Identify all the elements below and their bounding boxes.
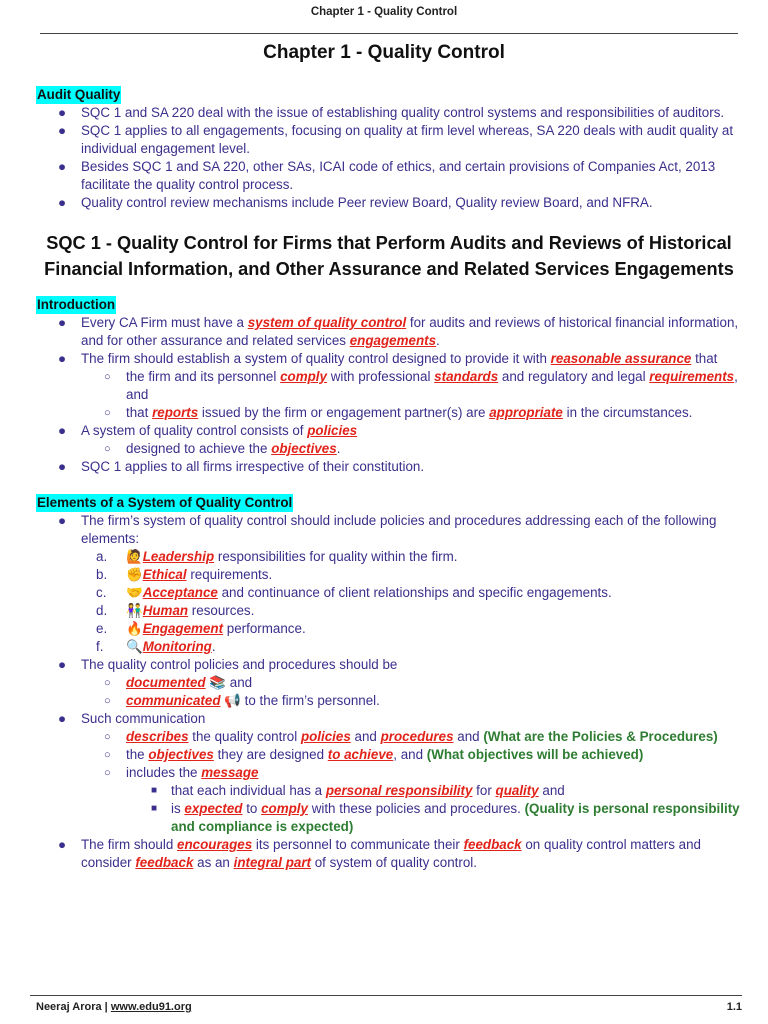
circle-bullet-icon: ○ xyxy=(104,443,111,455)
square-bullet-icon: ■ xyxy=(151,803,158,814)
document-body xyxy=(36,86,742,872)
bullet-icon: ● xyxy=(58,195,67,210)
sub-list-item: ○ communicated 📢 to the firm’s personnel. xyxy=(104,693,380,708)
elements-heading: Elements of a System of Quality Control xyxy=(37,495,293,510)
sub-list-item: ○ documented 📚 and xyxy=(104,675,253,690)
element-item-acceptance: c. 🤝Acceptance and continuance of client relationships and specific engagements. xyxy=(96,585,612,600)
circle-bullet-icon: ○ xyxy=(104,731,111,743)
bullet-icon: ● xyxy=(58,459,67,474)
sub-list-item: ○ that reports issued by the firm or engagement partner(s) are appropriate in the circumstances. xyxy=(104,405,693,420)
audit-quality-list xyxy=(36,104,742,212)
sub-sub-list-item: ■ is expected to comply with these policies and procedures. (Quality is personal responsibility and compliance is expected) xyxy=(151,801,740,834)
bullet-icon: ● xyxy=(58,513,67,528)
bullet-icon: ● xyxy=(58,315,67,330)
header-divider xyxy=(40,33,738,34)
list-item: ● The firm’s system of quality control should include policies and procedures addressing each of the following elements: xyxy=(58,513,717,546)
page-number: 1.1 xyxy=(726,1001,742,1013)
element-item-leadership: a. 🙋Leadership responsibilities for quality within the firm. xyxy=(96,549,458,564)
sub-list-item: ○ includes the message xyxy=(104,765,259,780)
circle-bullet-icon: ○ xyxy=(104,371,111,383)
bullet-icon: ● xyxy=(58,657,67,672)
element-item-human: d. 👫Human resources. xyxy=(96,603,255,618)
list-item: ● The quality control policies and procedures should be xyxy=(58,657,398,672)
list-item: ● SQC 1 applies to all engagements, focusing on quality at firm level whereas, SA 220 deals with audit quality at individual engagement level. xyxy=(58,123,734,156)
bullet-icon: ● xyxy=(58,105,67,120)
fire-icon: 🔥 xyxy=(126,621,143,636)
list-item: ● Such communication xyxy=(58,711,206,726)
bullet-icon: ● xyxy=(58,159,67,174)
list-item: ● A system of quality control consists of policies xyxy=(58,423,358,438)
bullet-icon: ● xyxy=(58,837,67,852)
sub-list-item: ○ the objectives they are designed to achieve, and (What objectives will be achieved) xyxy=(104,747,644,762)
megaphone-icon: 📢 xyxy=(224,693,241,708)
running-header: Chapter 1 - Quality Control xyxy=(310,6,458,18)
circle-bullet-icon: ○ xyxy=(104,677,111,689)
handshake-icon: 🤝 xyxy=(126,585,143,600)
square-bullet-icon: ■ xyxy=(151,785,158,796)
audit-quality-heading: Audit Quality xyxy=(37,87,121,102)
raising-hand-icon: 🙋 xyxy=(126,549,143,564)
page-title: Chapter 1 - Quality Control xyxy=(263,42,505,63)
sqc1-section-heading: SQC 1 - Quality Control for Firms that Perform Audits and Reviews of Historical Financial Information, and Other Assurance and Related Services Engagements xyxy=(44,233,734,279)
bullet-icon: ● xyxy=(58,351,67,366)
list-item: ● SQC 1 and SA 220 deal with the issue of establishing quality control systems and responsibilities of auditors. xyxy=(58,105,725,120)
list-item: ● Quality control review mechanisms include Peer review Board, Quality review Board, and NFRA. xyxy=(58,195,653,210)
footer-website-link[interactable]: www.edu91.org xyxy=(110,1001,192,1013)
introduction-list xyxy=(36,314,742,476)
sub-sub-list-item: ■ that each individual has a personal responsibility for quality and xyxy=(151,783,565,798)
sub-list-item: ○ describes the quality control policies and procedures and (What are the Policies & Procedures) xyxy=(104,729,718,744)
bullet-icon: ● xyxy=(58,711,67,726)
elements-list xyxy=(36,512,742,872)
footer-divider xyxy=(30,995,742,996)
element-item-engagement: e. 🔥Engagement performance. xyxy=(96,621,306,636)
sub-list-item: ○ designed to achieve the objectives. xyxy=(104,441,341,456)
introduction-heading: Introduction xyxy=(37,297,116,312)
list-item: ● The firm should establish a system of quality control designed to provide it with reasonable assurance that xyxy=(58,351,718,366)
magnifier-icon: 🔍 xyxy=(126,639,143,654)
circle-bullet-icon: ○ xyxy=(104,407,111,419)
sub-list-item: ○ the firm and its personnel comply with professional standards and regulatory and legal requirements, and xyxy=(104,369,738,402)
circle-bullet-icon: ○ xyxy=(104,695,111,707)
bullet-icon: ● xyxy=(58,423,67,438)
circle-bullet-icon: ○ xyxy=(104,749,111,761)
bullet-icon: ● xyxy=(58,123,67,138)
list-item: ● SQC 1 applies to all firms irrespective of their constitution. xyxy=(58,459,425,474)
circle-bullet-icon: ○ xyxy=(104,767,111,779)
books-icon: 📚 xyxy=(209,675,227,690)
footer-author: Neeraj Arora | xyxy=(36,1001,111,1013)
list-item: ● Every CA Firm must have a system of quality control for audits and reviews of historical financial information, and for other assurance and related services engagements. xyxy=(58,315,739,348)
page-footer xyxy=(36,1001,742,1013)
people-icon: 👫 xyxy=(126,603,143,618)
element-item-monitoring: f. 🔍Monitoring. xyxy=(96,639,216,654)
element-item-ethical: b. ✊Ethical requirements. xyxy=(96,567,273,582)
list-item: ● The firm should encourages its personnel to communicate their feedback on quality control matters and consider feedback as an integral part of system of quality control. xyxy=(58,837,702,870)
fist-icon: ✊ xyxy=(126,567,143,582)
list-item: ● Besides SQC 1 and SA 220, other SAs, ICAI code of ethics, and certain provisions of Companies Act, 2013 facilitate the quality control process. xyxy=(58,159,716,192)
